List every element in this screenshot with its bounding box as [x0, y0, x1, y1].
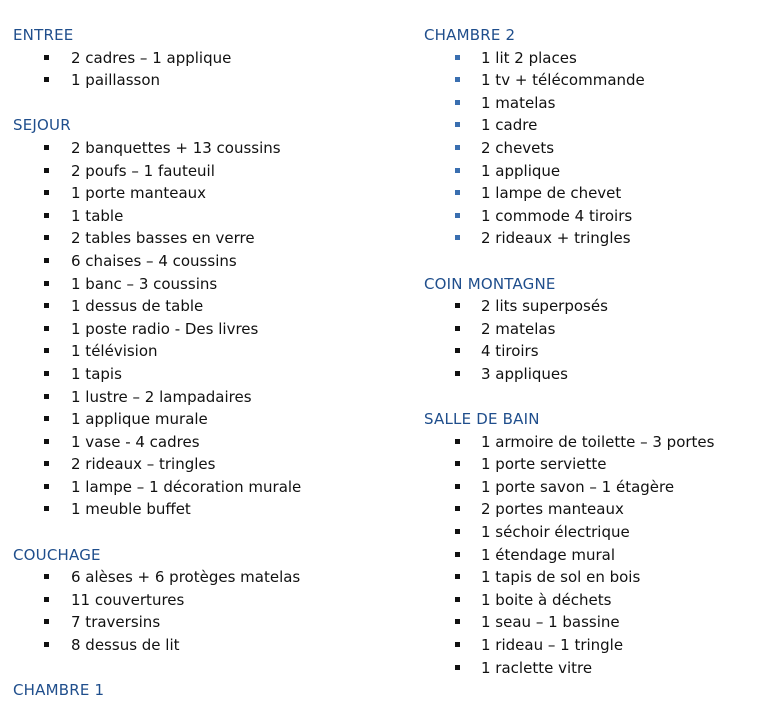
item-text: 1 télévision [71, 342, 158, 361]
item-text: 3 appliques [481, 364, 568, 383]
item-text: 2 banquettes + 13 coussins [71, 138, 281, 157]
item-text: 1 raclette vitre [481, 658, 593, 677]
item-text: 2 lits superposés [481, 297, 608, 316]
section-coin-montagne [424, 273, 769, 386]
list-item [13, 137, 393, 160]
item-text: 1 commode 4 tiroirs [481, 206, 633, 225]
item-text: 1 boite à déchets [481, 590, 612, 609]
item-text: 1 banc – 3 coussins [71, 274, 218, 293]
list-item [13, 634, 393, 657]
item-text: 1 séchoir électrique [481, 523, 630, 542]
bullet-icon [44, 55, 49, 60]
list-item [424, 657, 769, 680]
item-text: 1 meuble buffet [71, 500, 191, 519]
list-item [424, 498, 769, 521]
item-text: 4 tiroirs [481, 342, 539, 361]
section-title: COUCHAGE [13, 545, 101, 564]
bullet-icon [455, 597, 460, 602]
item-text: 2 rideaux + tringles [481, 229, 631, 248]
bullet-icon [455, 461, 460, 466]
item-text: 1 poste radio - Des livres [71, 319, 259, 338]
item-list [13, 47, 393, 92]
bullet-icon [455, 122, 460, 127]
bullet-icon [44, 213, 49, 218]
section-chambre-2 [424, 24, 769, 250]
item-list [424, 431, 769, 680]
list-item [13, 205, 393, 228]
bullet-icon [455, 303, 460, 308]
bullet-icon [455, 55, 460, 60]
section-couchage [13, 544, 393, 657]
bullet-icon [44, 439, 49, 444]
bullet-icon [44, 506, 49, 511]
bullet-icon [44, 326, 49, 331]
list-item [13, 589, 393, 612]
item-text: 11 couvertures [71, 590, 185, 609]
list-item [424, 227, 769, 250]
list-item [424, 114, 769, 137]
section-spacer [13, 657, 393, 680]
bullet-icon [455, 552, 460, 557]
list-item [13, 566, 393, 589]
bullet-icon [44, 281, 49, 286]
item-text: 1 tv + télécommande [481, 71, 645, 90]
item-text: 1 cadre [481, 116, 538, 135]
item-text: 1 porte manteaux [71, 184, 207, 203]
list-item [13, 250, 393, 273]
bullet-icon [44, 235, 49, 240]
list-item [424, 566, 769, 589]
section-spacer [13, 521, 393, 544]
bullet-icon [44, 303, 49, 308]
bullet-icon [44, 190, 49, 195]
section-title: SALLE DE BAIN [424, 410, 540, 429]
list-item [424, 205, 769, 228]
item-text: 1 vase - 4 cadres [71, 432, 200, 451]
list-item [13, 182, 393, 205]
bullet-icon [44, 145, 49, 150]
list-item [424, 160, 769, 183]
list-item [13, 453, 393, 476]
item-text: 1 lampe de chevet [481, 184, 622, 203]
list-item [424, 137, 769, 160]
list-item [13, 295, 393, 318]
item-text: 1 porte serviette [481, 455, 607, 474]
bullet-icon [455, 506, 460, 511]
list-item [424, 295, 769, 318]
list-item [424, 611, 769, 634]
bullet-icon [455, 529, 460, 534]
bullet-icon [44, 574, 49, 579]
bullet-icon [455, 190, 460, 195]
item-list [13, 137, 393, 521]
section-chambre-1 [13, 679, 393, 702]
section-title: SEJOUR [13, 116, 71, 135]
item-text: 1 étendage mural [481, 545, 616, 564]
bullet-icon [44, 642, 49, 647]
item-list [13, 566, 393, 656]
item-text: 1 paillasson [71, 71, 161, 90]
list-item [424, 47, 769, 70]
section-title: CHAMBRE 1 [13, 681, 105, 700]
section-title: CHAMBRE 2 [424, 26, 516, 44]
list-item [424, 634, 769, 657]
item-text: 7 traversins [71, 613, 161, 632]
list-item [13, 476, 393, 499]
item-text: 1 matelas [481, 93, 556, 112]
item-text: 2 tables basses en verre [71, 229, 255, 248]
bullet-icon [44, 348, 49, 353]
bullet-icon [455, 371, 460, 376]
item-text: 2 rideaux – tringles [71, 455, 216, 474]
item-text: 1 lampe – 1 décoration murale [71, 477, 302, 496]
list-item [424, 476, 769, 499]
item-text: 1 lustre – 2 lampadaires [71, 387, 252, 406]
bullet-icon [44, 371, 49, 376]
bullet-icon [44, 484, 49, 489]
list-item [13, 611, 393, 634]
list-item [424, 318, 769, 341]
list-item [13, 160, 393, 183]
bullet-icon [455, 213, 460, 218]
item-text: 8 dessus de lit [71, 636, 180, 655]
item-text: 6 chaises – 4 coussins [71, 251, 237, 270]
section-sejour [13, 114, 393, 521]
list-item [13, 363, 393, 386]
list-item [13, 431, 393, 454]
item-text: 1 table [71, 206, 124, 225]
bullet-icon [455, 619, 460, 624]
list-item [13, 227, 393, 250]
section-title: ENTREE [13, 26, 74, 44]
bullet-icon [44, 77, 49, 82]
item-text: 1 armoire de toilette – 3 portes [481, 432, 715, 451]
bullet-icon [455, 326, 460, 331]
bullet-icon [44, 597, 49, 602]
item-text: 1 rideau – 1 tringle [481, 636, 624, 655]
list-item [424, 521, 769, 544]
bullet-icon [44, 619, 49, 624]
list-item [424, 363, 769, 386]
list-item [424, 340, 769, 363]
bullet-icon [44, 168, 49, 173]
bullet-icon [455, 348, 460, 353]
bullet-icon [455, 168, 460, 173]
list-item [424, 182, 769, 205]
item-text: 1 seau – 1 bassine [481, 613, 620, 632]
item-list [424, 47, 769, 250]
list-item [13, 69, 393, 92]
list-item [424, 92, 769, 115]
list-item [424, 431, 769, 454]
item-text: 1 lit 2 places [481, 48, 577, 67]
bullet-icon [455, 574, 460, 579]
list-item [424, 544, 769, 567]
item-text: 1 dessus de table [71, 297, 204, 316]
bullet-icon [455, 145, 460, 150]
item-text: 1 porte savon – 1 étagère [481, 477, 675, 496]
list-item [424, 589, 769, 612]
right-column [424, 24, 769, 679]
list-item [13, 340, 393, 363]
bullet-icon [455, 642, 460, 647]
item-text: 2 chevets [481, 138, 555, 157]
list-item [13, 408, 393, 431]
item-text: 1 tapis [71, 364, 122, 383]
list-item [13, 273, 393, 296]
item-text: 1 applique [481, 161, 561, 180]
bullet-icon [44, 394, 49, 399]
bullet-icon [44, 258, 49, 263]
section-entree [13, 24, 393, 92]
list-item [13, 498, 393, 521]
bullet-icon [455, 484, 460, 489]
bullet-icon [455, 665, 460, 670]
bullet-icon [455, 77, 460, 82]
section-spacer [13, 92, 393, 115]
section-title: COIN MONTAGNE [424, 274, 556, 293]
list-item [424, 453, 769, 476]
section-spacer [424, 250, 769, 273]
item-text: 2 matelas [481, 319, 556, 338]
bullet-icon [455, 235, 460, 240]
item-list [424, 295, 769, 385]
list-item [13, 318, 393, 341]
item-text: 6 alèses + 6 protèges matelas [71, 568, 301, 587]
section-salle-de-bain [424, 408, 769, 679]
list-item [424, 69, 769, 92]
bullet-icon [455, 439, 460, 444]
item-text: 1 tapis de sol en bois [481, 568, 641, 587]
item-text: 2 cadres – 1 applique [71, 48, 232, 67]
bullet-icon [44, 461, 49, 466]
section-spacer [424, 386, 769, 409]
list-item [13, 47, 393, 70]
item-text: 2 poufs – 1 fauteuil [71, 161, 215, 180]
left-column [13, 24, 393, 702]
item-text: 2 portes manteaux [481, 500, 624, 519]
item-text: 1 applique murale [71, 410, 208, 429]
bullet-icon [44, 416, 49, 421]
list-item [13, 386, 393, 409]
bullet-icon [455, 100, 460, 105]
